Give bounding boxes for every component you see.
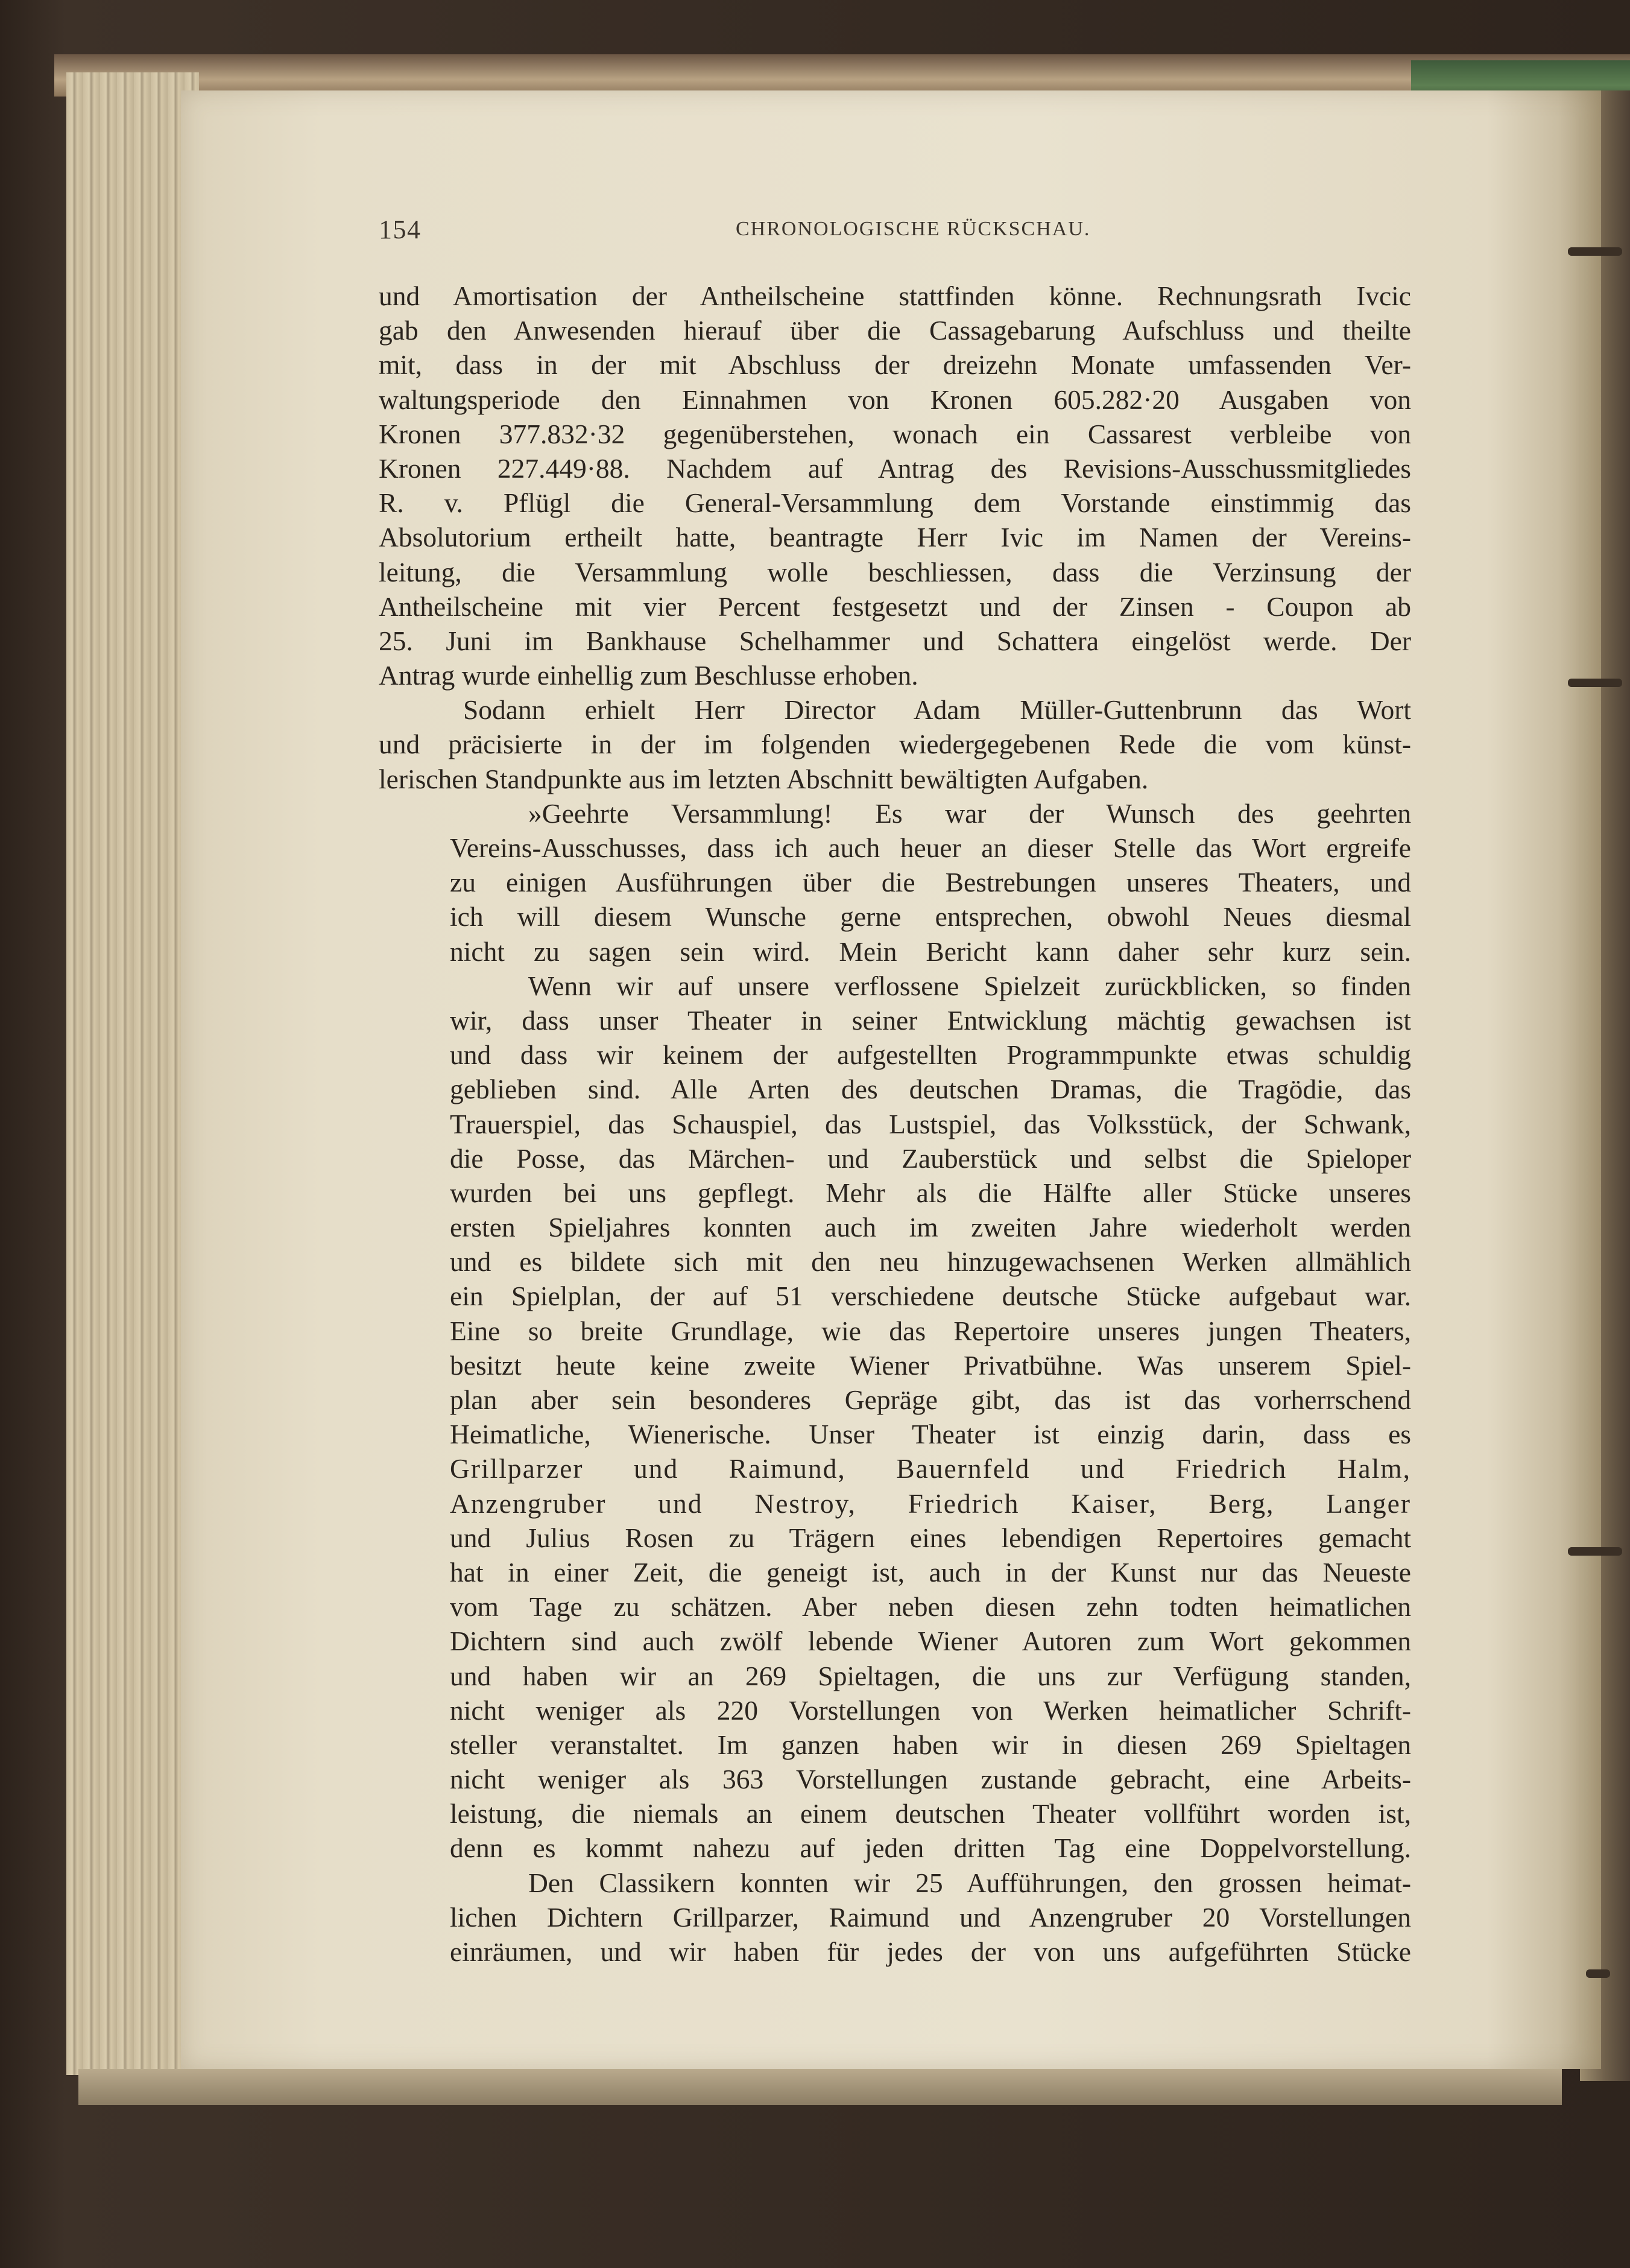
quote-line: Trauerspiel, das Schauspiel, das Lustspiel, das Volksstück, der Schwank, <box>450 1108 1411 1139</box>
quote-line: und haben wir an 269 Spieltagen, die uns zur Verfügung standen, <box>450 1660 1411 1691</box>
quote-line: einräumen, und wir haben für jedes der von uns aufgeführten Stücke <box>450 1936 1411 1967</box>
quote-line: Heimatliche, Wienerische. Unser Theater ist einzig darin, dass es <box>450 1419 1411 1450</box>
text-line: Kronen 227.449·88. Nachdem auf Antrag des Revisions-Ausschussmitgliedes <box>379 452 1411 484</box>
quote-line: ich will diesem Wunsche gerne entsprechen, obwohl Neues diesmal <box>450 901 1411 933</box>
text-line: lerischen Standpunkte aus im letzten Abschnitt bewältigten Aufgaben. <box>379 763 1149 794</box>
quote-line: und Julius Rosen zu Trägern eines lebendigen Repertoires gemacht <box>450 1522 1411 1553</box>
running-head-title: CHRONOLOGISCHE RÜCKSCHAU. <box>736 218 1091 240</box>
quote-line: Vereins-Ausschusses, dass ich auch heuer an dieser Stelle das Wort ergreife <box>450 832 1411 863</box>
quote-line: Anzengruber und Nestroy, Friedrich Kaiser, Berg, Langer <box>450 1487 1411 1519</box>
text-line: Antheilscheine mit vier Percent festgesetzt und der Zinsen - Coupon ab <box>379 591 1411 622</box>
quote-line: nicht weniger als 363 Vorstellungen zustande gebracht, eine Arbeits- <box>450 1764 1411 1795</box>
quote-line: hat in einer Zeit, die geneigt ist, auch in der Kunst nur das Neueste <box>450 1556 1411 1588</box>
quote-line: leistung, die niemals an einem deutschen Theater vollführt worden ist, <box>450 1798 1411 1829</box>
text-line: Sodann erhielt Herr Director Adam Müller-Guttenbrunn das Wort <box>463 694 1411 726</box>
quote-line: wir, dass unser Theater in seiner Entwicklung mächtig gewachsen ist <box>450 1004 1411 1036</box>
quote-line: Wenn wir auf unsere verflossene Spielzeit zurückblicken, so finden <box>528 970 1411 1001</box>
quote-line: und dass wir keinem der aufgestellten Programmpunkte etwas schuldig <box>450 1039 1411 1071</box>
binding-thread-mark <box>1568 679 1622 687</box>
quote-line: ein Spielplan, der auf 51 verschiedene deutsche Stücke aufgebaut war. <box>450 1281 1411 1312</box>
quote-line: Grillparzer und Raimund, Bauernfeld und Friedrich Halm, <box>450 1453 1411 1484</box>
quote-line: und es bildete sich mit den neu hinzugewachsenen Werken allmählich <box>450 1246 1411 1278</box>
quote-line: Eine so breite Grundlage, wie das Repertoire unseres jungen Theaters, <box>450 1315 1411 1346</box>
page-edges-left <box>66 72 199 2075</box>
text-line: gab den Anwesenden hierauf über die Cassagebarung Aufschluss und theilte <box>379 315 1411 346</box>
page-edges-bottom <box>78 2069 1562 2105</box>
quote-line: plan aber sein besonderes Gepräge gibt, das ist das vorherrschend <box>450 1384 1411 1415</box>
quote-line: vom Tage zu schätzen. Aber neben diesen zehn todten heimatlichen <box>450 1591 1411 1623</box>
quote-line: Dichtern sind auch zwölf lebende Wiener Autoren zum Wort gekommen <box>450 1626 1411 1657</box>
quote-line: besitzt heute keine zweite Wiener Privatbühne. Was unserem Spiel- <box>450 1349 1411 1381</box>
quote-line: denn es kommt nahezu auf jeden dritten Tag eine Doppelvorstellung. <box>450 1832 1411 1864</box>
text-line: waltungsperiode den Einnahmen von Kronen 605.282·20 Ausgaben von <box>379 384 1411 415</box>
quote-line: steller veranstaltet. Im ganzen haben wir in diesen 269 Spieltagen <box>450 1729 1411 1760</box>
binding-thread-mark <box>1568 247 1622 256</box>
quote-line: »Geehrte Versammlung! Es war der Wunsch des geehrten <box>528 797 1411 829</box>
text-line: und Amortisation der Antheilscheine stattfinden könne. Rechnungsrath Ivcic <box>379 280 1411 311</box>
quote-line: wurden bei uns gepflegt. Mehr als die Hälfte aller Stücke unseres <box>450 1177 1411 1208</box>
quote-line: die Posse, das Märchen- und Zauberstück und selbst die Spieloper <box>450 1142 1411 1174</box>
text-line: mit, dass in der mit Abschluss der dreizehn Monate umfassenden Ver- <box>379 349 1411 381</box>
text-line: und präcisierte in der im folgenden wiedergegebenen Rede die vom künst- <box>379 729 1411 760</box>
quote-line: Den Classikern konnten wir 25 Aufführungen, den grossen heimat- <box>528 1867 1411 1898</box>
text-line: R. v. Pflügl die General-Versammlung dem Vorstande einstimmig das <box>379 487 1411 519</box>
binding-thread-mark <box>1586 1969 1610 1978</box>
body-text <box>379 279 1411 1969</box>
text-line: Absolutorium ertheilt hatte, beantragte Herr Ivic im Namen der Vereins- <box>379 522 1411 553</box>
quote-line: ersten Spieljahres konnten auch im zweiten Jahre wiederholt werden <box>450 1212 1411 1243</box>
text-line: 25. Juni im Bankhause Schelhammer und Schattera eingelöst werde. Der <box>379 625 1411 656</box>
quote-line: lichen Dichtern Grillparzer, Raimund und Anzengruber 20 Vorstellungen <box>450 1901 1411 1933</box>
text-line: Antrag wurde einhellig zum Beschlusse erhoben. <box>379 660 918 691</box>
quote-line: zu einigen Ausführungen über die Bestrebungen unseres Theaters, und <box>450 867 1411 898</box>
quote-line: nicht zu sagen sein wird. Mein Bericht kann daher sehr kurz sein. <box>450 936 1411 967</box>
text-line: Kronen 377.832·32 gegenüberstehen, wonach ein Cassarest verbleibe von <box>379 418 1411 449</box>
binding-thread-mark <box>1568 1547 1622 1556</box>
quote-line: nicht weniger als 220 Vorstellungen von Werken heimatlicher Schrift- <box>450 1694 1411 1726</box>
text-line: leitung, die Versammlung wolle beschliessen, dass die Verzinsung der <box>379 556 1411 588</box>
page-number: 154 <box>379 215 422 244</box>
running-head <box>379 214 1404 250</box>
quote-line: geblieben sind. Alle Arten des deutschen Dramas, die Tragödie, das <box>450 1074 1411 1105</box>
